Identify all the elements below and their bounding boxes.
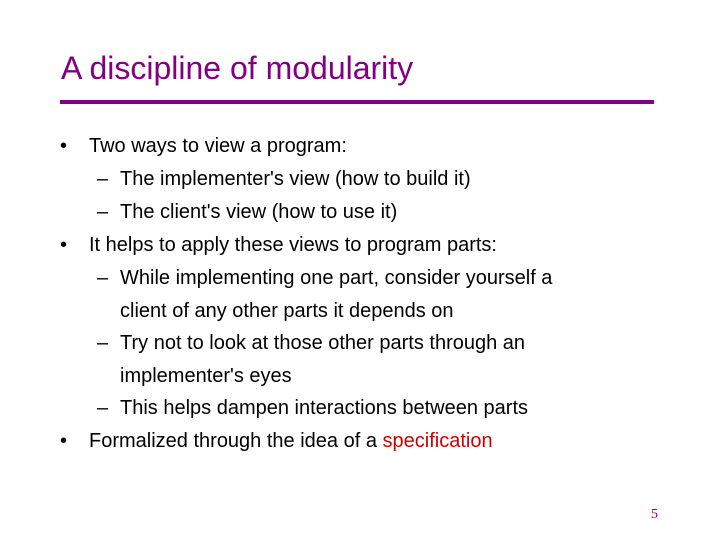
dash-marker: – [97, 267, 109, 289]
bullet-marker: • [60, 135, 68, 157]
bullet-item [0, 425, 720, 458]
sub-bullet-continuation [0, 295, 720, 327]
bullet-text: It helps to apply these views to program parts: [89, 234, 497, 256]
slide-title: A discipline of modularity [61, 50, 414, 86]
sub-bullet-text: This helps dampen interactions between parts [120, 397, 529, 419]
sub-bullet-text: Try not to look at those other parts through an [120, 332, 526, 354]
keyword-specification: specification [382, 430, 493, 452]
bullet-item [0, 130, 720, 163]
slide-number: 5 [651, 507, 658, 522]
dash-marker: – [97, 332, 109, 354]
bullet-list [0, 130, 720, 458]
dash-marker: – [97, 397, 109, 419]
dash-marker: – [97, 201, 109, 223]
sub-bullet-item [0, 163, 720, 196]
sub-bullet-item [0, 327, 720, 360]
bullet-marker: • [60, 430, 68, 452]
bullet-marker: • [60, 234, 68, 256]
sub-bullet-text: implementer's eyes [120, 365, 292, 387]
sub-bullet-item [0, 196, 720, 229]
bullet-item [0, 229, 720, 262]
sub-bullet-item [0, 392, 720, 425]
sub-bullet-text: While implementing one part, consider yourself a [120, 267, 553, 289]
bullet-text: Two ways to view a program: [89, 135, 347, 157]
sub-bullet-text: The client's view (how to use it) [120, 201, 398, 223]
title-underline [60, 100, 654, 104]
sub-bullet-text: client of any other parts it depends on [120, 300, 454, 322]
sub-bullet-text: The implementer's view (how to build it) [120, 168, 471, 190]
bullet-text: Formalized through the idea of a [89, 430, 383, 452]
sub-bullet-continuation [0, 360, 720, 392]
sub-bullet-item [0, 262, 720, 295]
dash-marker: – [97, 168, 109, 190]
